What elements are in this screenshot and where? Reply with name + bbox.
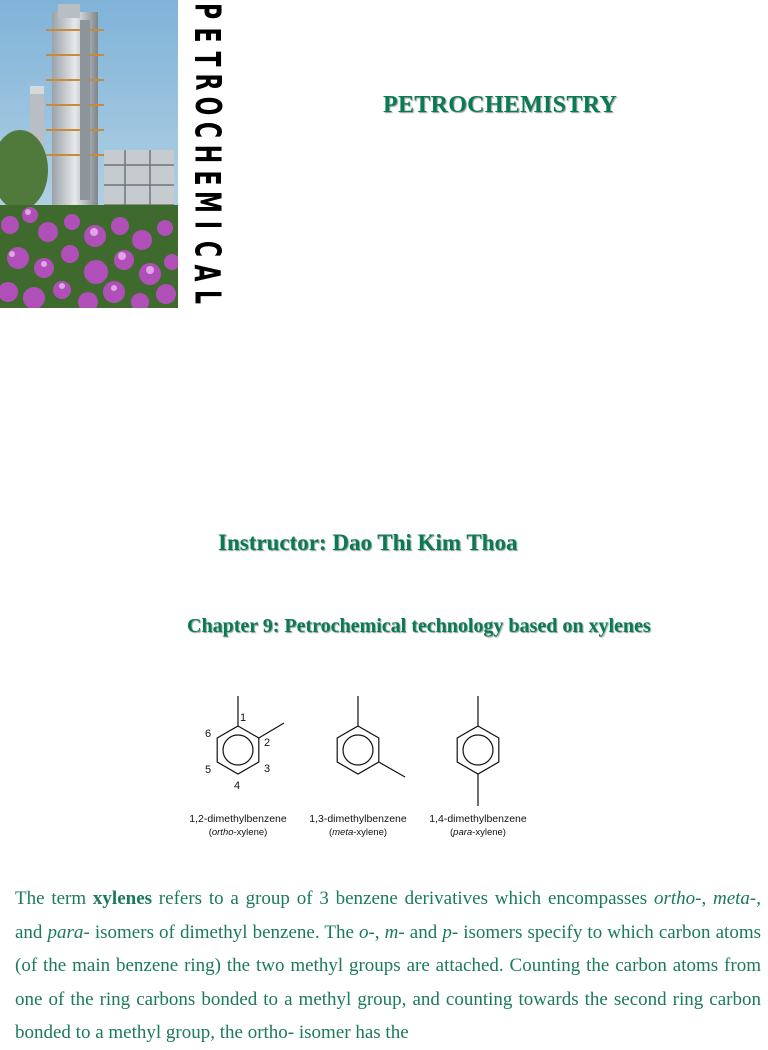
vertical-letter: O bbox=[185, 96, 226, 116]
vertical-title-petrochemical bbox=[180, 0, 230, 308]
para-xylene-structure bbox=[457, 696, 499, 806]
vertical-letter: E bbox=[185, 27, 226, 43]
plant-photo bbox=[0, 0, 178, 308]
vertical-letter: A bbox=[185, 264, 226, 282]
structure-common-name: (meta-xylene) bbox=[328, 827, 388, 838]
vertical-letter: C bbox=[185, 241, 226, 258]
vertical-letter: C bbox=[185, 122, 226, 139]
vertical-letter: P bbox=[185, 2, 226, 20]
instructor-line: Instructor: Dao Thi Kim Thoa bbox=[218, 530, 518, 555]
ring-number: 6 bbox=[205, 728, 212, 740]
structure-name: 1,2-dimethylbenzene bbox=[189, 813, 287, 825]
vertical-letter: I bbox=[185, 221, 226, 230]
structure-common-name: (para-xylene) bbox=[450, 827, 506, 838]
ring-number: 1 bbox=[240, 712, 247, 724]
vertical-letter: E bbox=[185, 170, 226, 186]
vertical-letter: R bbox=[185, 74, 226, 91]
vertical-letter: H bbox=[185, 144, 226, 164]
ring-number: 2 bbox=[264, 737, 271, 749]
page-title: PETROCHEMISTRY bbox=[383, 92, 618, 118]
structure-name: 1,4-dimethylbenzene bbox=[429, 813, 527, 825]
structure-name: 1,3-dimethylbenzene bbox=[309, 813, 407, 825]
meta-xylene-structure bbox=[337, 696, 405, 777]
ring-number: 4 bbox=[234, 780, 241, 792]
vertical-letter: M bbox=[185, 190, 226, 213]
vertical-letter: T bbox=[185, 51, 226, 67]
xylene-structures-figure bbox=[178, 688, 538, 848]
ortho-xylene-structure bbox=[217, 696, 284, 774]
chapter-heading: Chapter 9: Petrochemical technology based on xylenes bbox=[187, 615, 651, 637]
ring-number: 5 bbox=[205, 764, 212, 776]
xylenes-paragraph: The term xylenes refers to a group of 3 benzene derivatives which encompasses ortho-, meta-, and para- isomers of dimethyl benzene. The o-, m- and p- isomers specify to which carbon atoms (of the main benzene ring) the two methyl groups are attached. Counting the carbon atoms from one of the ring carbons bonded to a methyl group, and counting towards the second ring carbon bonded to a methyl group, the ortho- isomer has the bbox=[15, 888, 761, 1043]
structure-common-name: (ortho-xylene) bbox=[208, 827, 268, 838]
ring-number: 3 bbox=[264, 763, 271, 775]
vertical-letter: L bbox=[185, 289, 226, 304]
